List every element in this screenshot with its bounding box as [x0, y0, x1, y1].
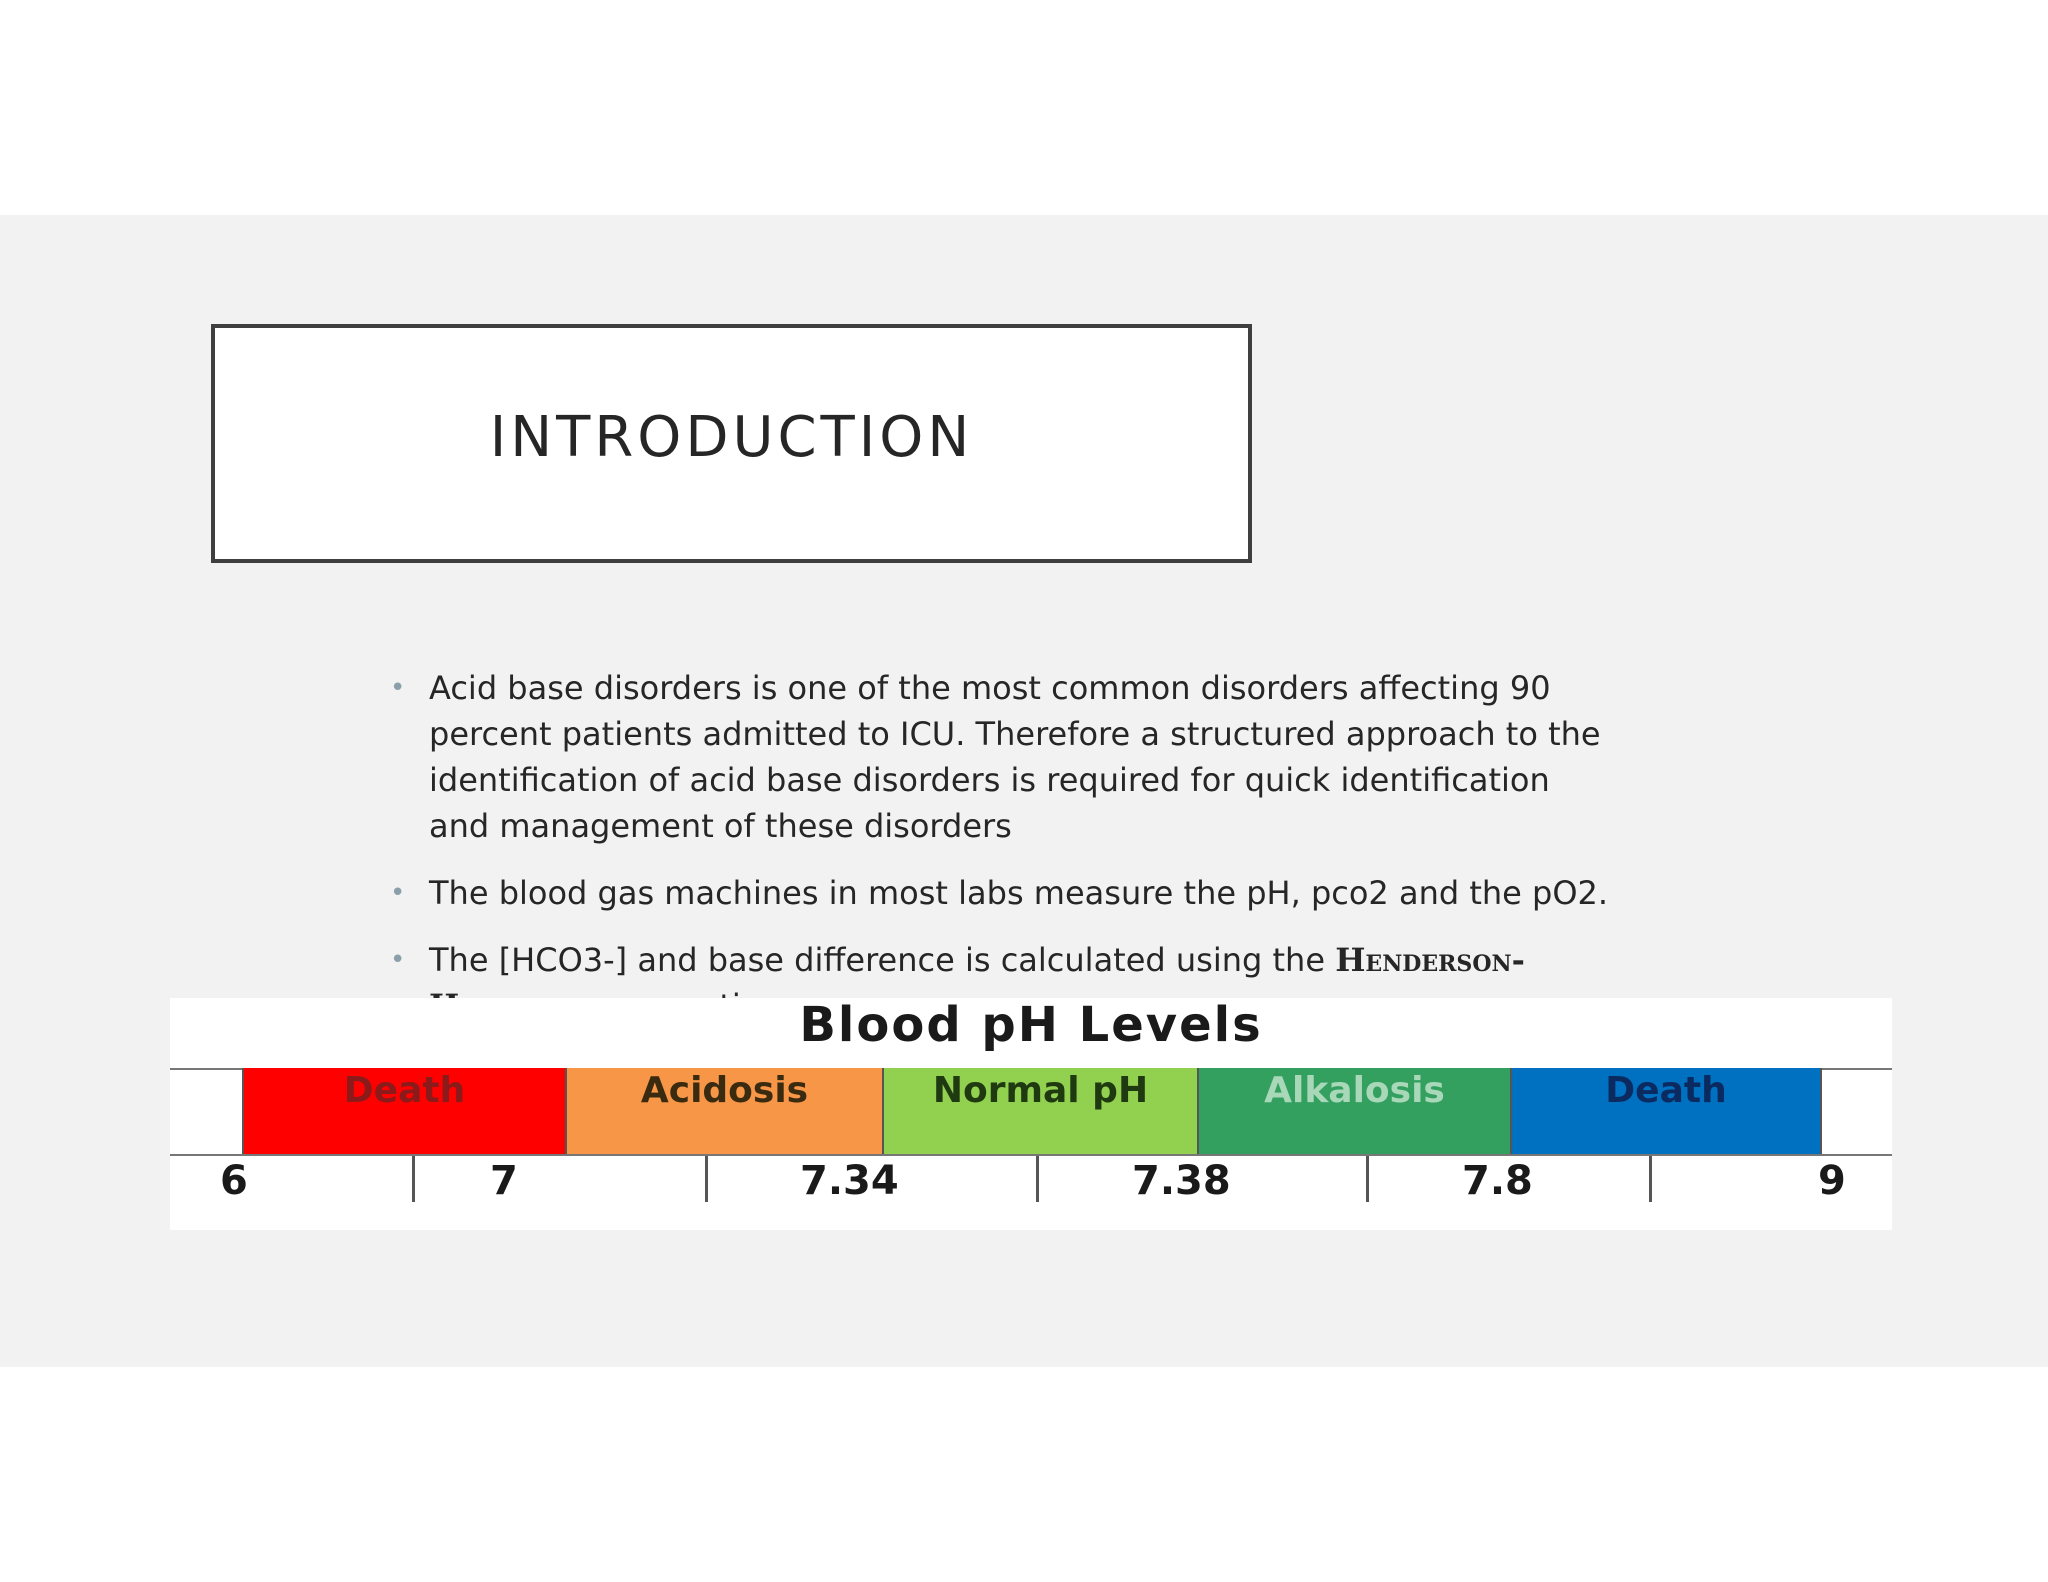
slide-title: INTRODUCTION — [489, 405, 974, 470]
bullet-item — [390, 665, 1620, 849]
ph-ticks — [170, 1156, 1892, 1226]
ph-tick-label: 7.34 — [800, 1158, 899, 1204]
ph-segment-death: Death — [242, 1068, 567, 1154]
bullet-text: The blood gas machines in most labs measure the pH, pco2 and the pO2. — [429, 874, 1609, 912]
ph-tick-mark — [412, 1156, 415, 1202]
bullet-list — [390, 665, 1620, 1005]
ph-segment-acidosis: Acidosis — [567, 1068, 884, 1154]
ph-tick-label: 7.38 — [1132, 1158, 1231, 1204]
bullet-text: Acid base disorders is one of the most common disorders affecting 90 percent patients admitted to ICU. Therefore a structured approach to the identification of acid base disorders is required for quick identification and management of these disorders — [429, 669, 1601, 845]
ph-tick-label: 7 — [490, 1158, 518, 1204]
ph-tick-label: 7.8 — [1462, 1158, 1533, 1204]
bullet-icon: • — [390, 673, 406, 703]
ph-segment-normal-ph: Normal pH — [884, 1068, 1199, 1154]
bullet-emphasis: Henderson- — [1335, 941, 1525, 979]
ph-segment-alkalosis: Alkalosis — [1199, 1068, 1512, 1154]
ph-tick-mark — [705, 1156, 708, 1202]
ph-bar — [242, 1068, 1822, 1154]
ph-tick-mark — [1649, 1156, 1652, 1202]
bullet-text: The [HCO3-] and base difference is calculated using the — [429, 941, 1336, 979]
bullet-item — [390, 870, 1620, 916]
ph-segment-death: Death — [1512, 1068, 1822, 1154]
bullet-icon: • — [390, 878, 406, 908]
ph-tick-label: 9 — [1818, 1158, 1846, 1204]
bullet-icon: • — [390, 945, 406, 975]
ph-tick-mark — [1036, 1156, 1039, 1202]
ph-tick-label: 6 — [220, 1158, 248, 1204]
blood-ph-chart — [170, 998, 1892, 1230]
ph-tick-mark — [1366, 1156, 1369, 1202]
chart-title: Blood pH Levels — [799, 997, 1263, 1053]
title-box — [211, 324, 1252, 563]
